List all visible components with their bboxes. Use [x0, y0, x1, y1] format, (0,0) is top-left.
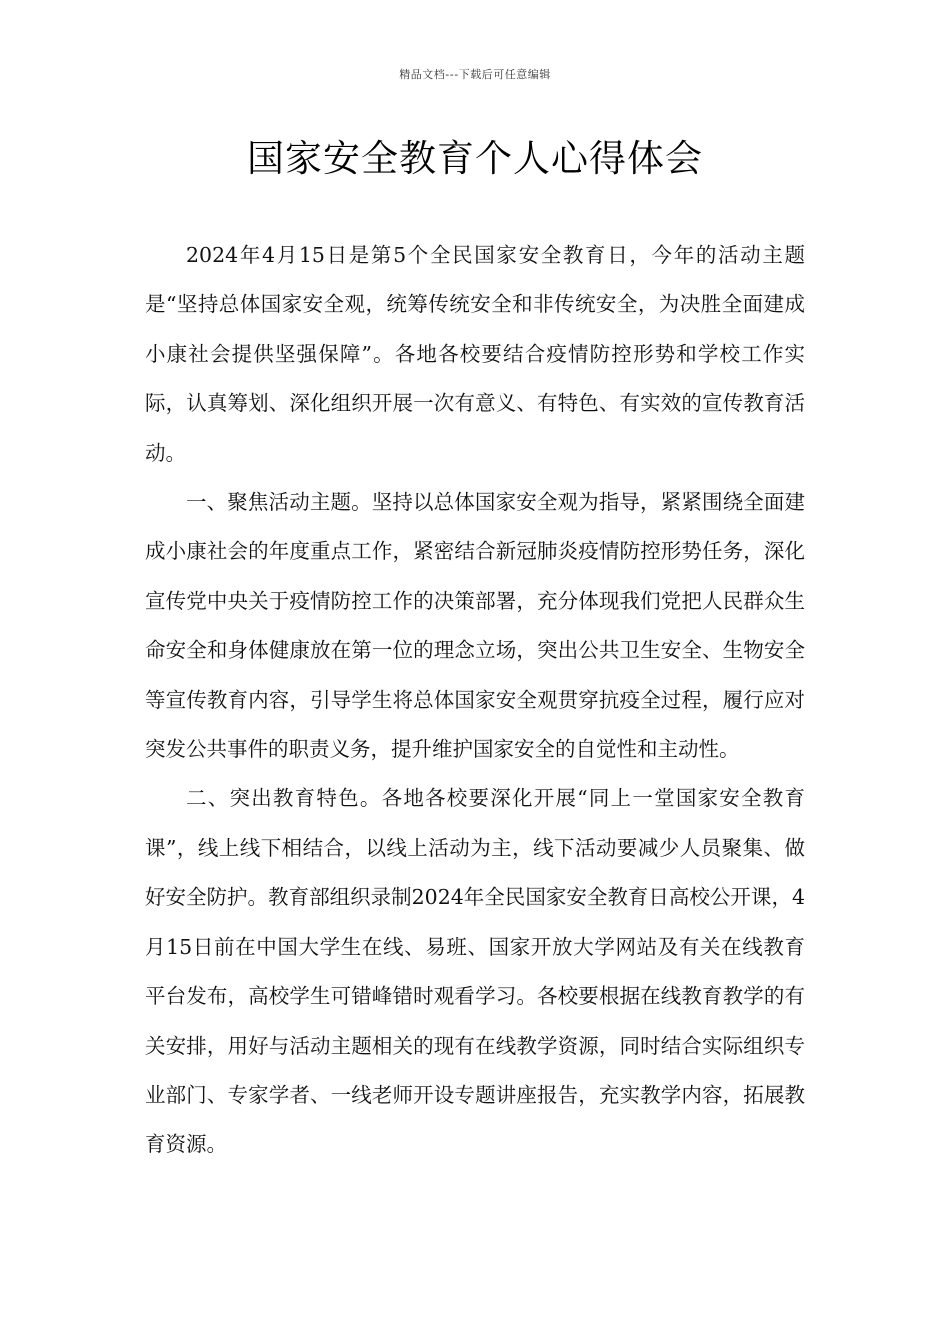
- document-body: [145, 231, 805, 1170]
- paragraph-intro: 2024年4月15日是第5个全民国家安全教育日，今年的活动主题是“坚持总体国家安全观，统筹传统安全和非传统安全，为决胜全面建成小康社会提供坚强保障”。各地各校要结合疫情防控形势和学校工作实际，认真筹划、深化组织开展一次有意义、有特色、有实效的宣传教育活动。: [145, 243, 805, 465]
- document-title: 国家安全教育个人心得体会: [247, 137, 703, 180]
- paragraph-section-one: 一、聚焦活动主题。坚持以总体国家安全观为指导，紧紧围绕全面建成小康社会的年度重点工作，紧密结合新冠肺炎疫情防控形势任务，深化宣传党中央关于疫情防控工作的决策部署，充分体现我们党把人民群众生命安全和身体健康放在第一位的理念立场，突出公共卫生安全、生物安全等宣传教育内容，引导学生将总体国家安全观贯穿抗疫全过程，履行应对突发公共事件的职责义务，提升维护国家安全的自觉性和主动性。: [145, 490, 805, 762]
- page-header: 精品文档---下载后可任意编辑: [399, 68, 551, 81]
- paragraph-section-two: 二、突出教育特色。各地各校要深化开展“同上一堂国家安全教育课”，线上线下相结合，以线上活动为主，线下活动要减少人员聚集、做好安全防护。教育部组织录制2024年全民国家安全教育日高校公开课，4月15日前在中国大学生在线、易班、国家开放大学网站及有关在线教育平台发布，高校学生可错峰错时观看学习。各校要根据在线教育教学的有关安排，用好与活动主题相关的现有在线教学资源，同时结合实际组织专业部门、专家学者、一线老师开设专题讲座报告，充实教学内容，拓展教育资源。: [145, 786, 805, 1157]
